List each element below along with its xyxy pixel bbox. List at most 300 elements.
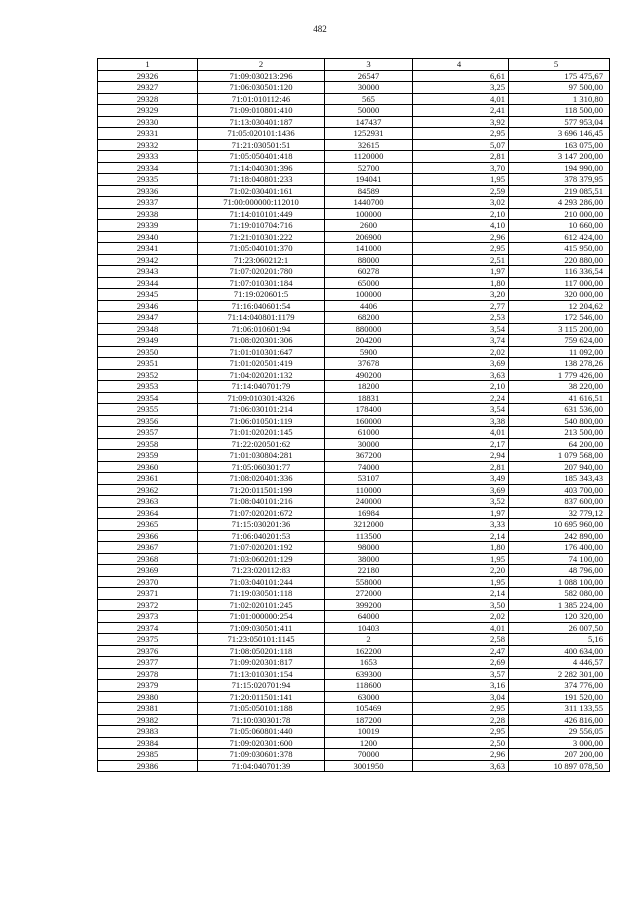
row-number-cell: 29344 bbox=[98, 277, 198, 289]
table-row bbox=[98, 726, 610, 738]
cadastral-number-cell: 71:21:010301:222 bbox=[198, 231, 325, 243]
table-row bbox=[98, 197, 610, 209]
rate-cell: 3,33 bbox=[413, 519, 509, 531]
row-number-cell: 29365 bbox=[98, 519, 198, 531]
table-row bbox=[98, 565, 610, 577]
area-cell: 367200 bbox=[325, 450, 413, 462]
cadastral-number-cell: 71:23:060212:1 bbox=[198, 254, 325, 266]
table-row bbox=[98, 185, 610, 197]
row-number-cell: 29330 bbox=[98, 116, 198, 128]
cadastral-number-cell: 71:08:020401:336 bbox=[198, 473, 325, 485]
cadastral-number-cell: 71:09:010301:4326 bbox=[198, 392, 325, 404]
column-header-3: 3 bbox=[325, 59, 413, 71]
cadastral-number-cell: 71:09:010801:410 bbox=[198, 105, 325, 117]
value-cell: 172 546,00 bbox=[509, 312, 610, 324]
value-cell: 3 696 146,45 bbox=[509, 128, 610, 140]
cadastral-number-cell: 71:14:040801:1179 bbox=[198, 312, 325, 324]
value-cell: 12 204,62 bbox=[509, 300, 610, 312]
table-row bbox=[98, 519, 610, 531]
cadastral-number-cell: 71:06:010501:119 bbox=[198, 415, 325, 427]
area-cell: 18831 bbox=[325, 392, 413, 404]
area-cell: 38000 bbox=[325, 553, 413, 565]
area-cell: 88000 bbox=[325, 254, 413, 266]
table-row bbox=[98, 680, 610, 692]
cadastral-number-cell: 71:09:020301:600 bbox=[198, 737, 325, 749]
row-number-cell: 29359 bbox=[98, 450, 198, 462]
area-cell: 490200 bbox=[325, 369, 413, 381]
table-row bbox=[98, 427, 610, 439]
row-number-cell: 29360 bbox=[98, 461, 198, 473]
area-cell: 30000 bbox=[325, 438, 413, 450]
value-cell: 29 556,05 bbox=[509, 726, 610, 738]
row-number-cell: 29367 bbox=[98, 542, 198, 554]
cadastral-number-cell: 71:15:020701:94 bbox=[198, 680, 325, 692]
table-row bbox=[98, 289, 610, 301]
rate-cell: 1,95 bbox=[413, 576, 509, 588]
row-number-cell: 29326 bbox=[98, 70, 198, 82]
cadastral-number-cell: 71:08:020301:306 bbox=[198, 335, 325, 347]
area-cell: 68200 bbox=[325, 312, 413, 324]
value-cell: 759 624,00 bbox=[509, 335, 610, 347]
rate-cell: 2,77 bbox=[413, 300, 509, 312]
table-row bbox=[98, 611, 610, 623]
table-row bbox=[98, 507, 610, 519]
value-cell: 138 278,26 bbox=[509, 358, 610, 370]
table-row bbox=[98, 208, 610, 220]
rate-cell: 2,10 bbox=[413, 208, 509, 220]
area-cell: 70000 bbox=[325, 749, 413, 761]
cadastral-number-cell: 71:01:030804:281 bbox=[198, 450, 325, 462]
rate-cell: 1,95 bbox=[413, 553, 509, 565]
rate-cell: 4,01 bbox=[413, 427, 509, 439]
cadastral-number-cell: 71:08:040101:216 bbox=[198, 496, 325, 508]
rate-cell: 3,02 bbox=[413, 197, 509, 209]
area-cell: 558000 bbox=[325, 576, 413, 588]
cadastral-number-cell: 71:01:020501:419 bbox=[198, 358, 325, 370]
area-cell: 84589 bbox=[325, 185, 413, 197]
rate-cell: 2,02 bbox=[413, 611, 509, 623]
table-row bbox=[98, 277, 610, 289]
value-cell: 3 000,00 bbox=[509, 737, 610, 749]
table-row bbox=[98, 714, 610, 726]
cadastral-number-cell: 71:18:040801:233 bbox=[198, 174, 325, 186]
table-row bbox=[98, 116, 610, 128]
cadastral-number-cell: 71:02:030401:161 bbox=[198, 185, 325, 197]
table-row bbox=[98, 599, 610, 611]
rate-cell: 3,50 bbox=[413, 599, 509, 611]
column-header-5: 5 bbox=[509, 59, 610, 71]
area-cell: 2 bbox=[325, 634, 413, 646]
cadastral-number-cell: 71:07:020201:192 bbox=[198, 542, 325, 554]
value-cell: 11 092,00 bbox=[509, 346, 610, 358]
rate-cell: 3,04 bbox=[413, 691, 509, 703]
row-number-cell: 29336 bbox=[98, 185, 198, 197]
cadastral-number-cell: 71:22:020501:62 bbox=[198, 438, 325, 450]
row-number-cell: 29338 bbox=[98, 208, 198, 220]
value-cell: 3 115 200,00 bbox=[509, 323, 610, 335]
area-cell: 64000 bbox=[325, 611, 413, 623]
area-cell: 4406 bbox=[325, 300, 413, 312]
value-cell: 631 536,00 bbox=[509, 404, 610, 416]
value-cell: 612 424,00 bbox=[509, 231, 610, 243]
area-cell: 61000 bbox=[325, 427, 413, 439]
area-cell: 37678 bbox=[325, 358, 413, 370]
rate-cell: 3,54 bbox=[413, 404, 509, 416]
row-number-cell: 29364 bbox=[98, 507, 198, 519]
table-row bbox=[98, 128, 610, 140]
area-cell: 194041 bbox=[325, 174, 413, 186]
rate-cell: 3,63 bbox=[413, 369, 509, 381]
area-cell: 10019 bbox=[325, 726, 413, 738]
cadastral-number-cell: 71:23:020112:83 bbox=[198, 565, 325, 577]
value-cell: 10 897 078,50 bbox=[509, 760, 610, 772]
area-cell: 1440700 bbox=[325, 197, 413, 209]
column-header-1: 1 bbox=[98, 59, 198, 71]
row-number-cell: 29349 bbox=[98, 335, 198, 347]
table-row bbox=[98, 312, 610, 324]
rate-cell: 3,74 bbox=[413, 335, 509, 347]
area-cell: 1200 bbox=[325, 737, 413, 749]
area-cell: 5900 bbox=[325, 346, 413, 358]
cadastral-number-cell: 71:15:030201:36 bbox=[198, 519, 325, 531]
cadastral-number-cell: 71:04:020201:132 bbox=[198, 369, 325, 381]
value-cell: 1 385 224,00 bbox=[509, 599, 610, 611]
area-cell: 880000 bbox=[325, 323, 413, 335]
cadastral-number-cell: 71:09:030601:378 bbox=[198, 749, 325, 761]
row-number-cell: 29351 bbox=[98, 358, 198, 370]
table-row bbox=[98, 461, 610, 473]
area-cell: 160000 bbox=[325, 415, 413, 427]
rate-cell: 2,28 bbox=[413, 714, 509, 726]
area-cell: 26547 bbox=[325, 70, 413, 82]
rate-cell: 3,92 bbox=[413, 116, 509, 128]
cadastral-number-cell: 71:05:020101:1436 bbox=[198, 128, 325, 140]
table-row bbox=[98, 634, 610, 646]
area-cell: 147437 bbox=[325, 116, 413, 128]
cadastral-number-cell: 71:07:010301:184 bbox=[198, 277, 325, 289]
table-row bbox=[98, 162, 610, 174]
area-cell: 1120000 bbox=[325, 151, 413, 163]
table-row bbox=[98, 691, 610, 703]
value-cell: 116 336,54 bbox=[509, 266, 610, 278]
row-number-cell: 29341 bbox=[98, 243, 198, 255]
row-number-cell: 29358 bbox=[98, 438, 198, 450]
row-number-cell: 29382 bbox=[98, 714, 198, 726]
value-cell: 1 310,80 bbox=[509, 93, 610, 105]
cadastral-number-cell: 71:06:030101:214 bbox=[198, 404, 325, 416]
value-cell: 582 080,00 bbox=[509, 588, 610, 600]
row-number-cell: 29327 bbox=[98, 82, 198, 94]
rate-cell: 4,01 bbox=[413, 622, 509, 634]
value-cell: 41 616,51 bbox=[509, 392, 610, 404]
row-number-cell: 29375 bbox=[98, 634, 198, 646]
rate-cell: 5,07 bbox=[413, 139, 509, 151]
row-number-cell: 29380 bbox=[98, 691, 198, 703]
cadastral-number-cell: 71:20:011501:199 bbox=[198, 484, 325, 496]
row-number-cell: 29346 bbox=[98, 300, 198, 312]
row-number-cell: 29350 bbox=[98, 346, 198, 358]
value-cell: 540 800,00 bbox=[509, 415, 610, 427]
row-number-cell: 29384 bbox=[98, 737, 198, 749]
rate-cell: 2,69 bbox=[413, 657, 509, 669]
rate-cell: 2,95 bbox=[413, 243, 509, 255]
area-cell: 565 bbox=[325, 93, 413, 105]
rate-cell: 2,96 bbox=[413, 749, 509, 761]
rate-cell: 2,10 bbox=[413, 381, 509, 393]
value-cell: 242 890,00 bbox=[509, 530, 610, 542]
row-number-cell: 29368 bbox=[98, 553, 198, 565]
rate-cell: 6,61 bbox=[413, 70, 509, 82]
rate-cell: 2,53 bbox=[413, 312, 509, 324]
value-cell: 194 990,00 bbox=[509, 162, 610, 174]
row-number-cell: 29385 bbox=[98, 749, 198, 761]
page-number: 482 bbox=[313, 24, 327, 34]
value-cell: 207 940,00 bbox=[509, 461, 610, 473]
row-number-cell: 29371 bbox=[98, 588, 198, 600]
table-row bbox=[98, 542, 610, 554]
cadastral-number-cell: 71:06:010601:94 bbox=[198, 323, 325, 335]
area-cell: 204200 bbox=[325, 335, 413, 347]
value-cell: 1 088 100,00 bbox=[509, 576, 610, 588]
value-cell: 118 500,00 bbox=[509, 105, 610, 117]
value-cell: 10 695 960,00 bbox=[509, 519, 610, 531]
value-cell: 320 000,00 bbox=[509, 289, 610, 301]
rate-cell: 2,50 bbox=[413, 737, 509, 749]
area-cell: 105469 bbox=[325, 703, 413, 715]
cadastral-number-cell: 71:09:020301:817 bbox=[198, 657, 325, 669]
table-row bbox=[98, 105, 610, 117]
cadastral-number-cell: 71:01:020201:145 bbox=[198, 427, 325, 439]
cadastral-number-cell: 71:05:060801:440 bbox=[198, 726, 325, 738]
area-cell: 16984 bbox=[325, 507, 413, 519]
table-row bbox=[98, 266, 610, 278]
area-cell: 3212000 bbox=[325, 519, 413, 531]
value-cell: 120 320,00 bbox=[509, 611, 610, 623]
rate-cell: 3,52 bbox=[413, 496, 509, 508]
value-cell: 97 500,00 bbox=[509, 82, 610, 94]
row-number-cell: 29378 bbox=[98, 668, 198, 680]
table-row bbox=[98, 657, 610, 669]
value-cell: 176 400,00 bbox=[509, 542, 610, 554]
rate-cell: 3,38 bbox=[413, 415, 509, 427]
area-cell: 187200 bbox=[325, 714, 413, 726]
area-cell: 639300 bbox=[325, 668, 413, 680]
area-cell: 272000 bbox=[325, 588, 413, 600]
area-cell: 3001950 bbox=[325, 760, 413, 772]
row-number-cell: 29379 bbox=[98, 680, 198, 692]
row-number-cell: 29334 bbox=[98, 162, 198, 174]
row-number-cell: 29355 bbox=[98, 404, 198, 416]
value-cell: 117 000,00 bbox=[509, 277, 610, 289]
area-cell: 1252931 bbox=[325, 128, 413, 140]
row-number-cell: 29348 bbox=[98, 323, 198, 335]
cadastral-number-cell: 71:01:000000:254 bbox=[198, 611, 325, 623]
area-cell: 113500 bbox=[325, 530, 413, 542]
value-cell: 219 085,51 bbox=[509, 185, 610, 197]
rate-cell: 1,97 bbox=[413, 266, 509, 278]
row-number-cell: 29386 bbox=[98, 760, 198, 772]
area-cell: 32615 bbox=[325, 139, 413, 151]
row-number-cell: 29345 bbox=[98, 289, 198, 301]
rate-cell: 3,63 bbox=[413, 760, 509, 772]
value-cell: 415 950,00 bbox=[509, 243, 610, 255]
row-number-cell: 29357 bbox=[98, 427, 198, 439]
cadastral-number-cell: 71:14:010101:449 bbox=[198, 208, 325, 220]
row-number-cell: 29369 bbox=[98, 565, 198, 577]
rate-cell: 2,14 bbox=[413, 530, 509, 542]
value-cell: 426 816,00 bbox=[509, 714, 610, 726]
cadastral-number-cell: 71:05:040101:370 bbox=[198, 243, 325, 255]
cadastral-number-cell: 71:19:010704:716 bbox=[198, 220, 325, 232]
rate-cell: 3,20 bbox=[413, 289, 509, 301]
cadastral-register-table bbox=[97, 58, 610, 772]
table-row bbox=[98, 622, 610, 634]
area-cell: 52700 bbox=[325, 162, 413, 174]
rate-cell: 2,95 bbox=[413, 703, 509, 715]
table-row bbox=[98, 392, 610, 404]
table-row bbox=[98, 484, 610, 496]
cadastral-number-cell: 71:02:020101:245 bbox=[198, 599, 325, 611]
row-number-cell: 29347 bbox=[98, 312, 198, 324]
row-number-cell: 29328 bbox=[98, 93, 198, 105]
row-number-cell: 29353 bbox=[98, 381, 198, 393]
value-cell: 10 660,00 bbox=[509, 220, 610, 232]
table-row bbox=[98, 254, 610, 266]
rate-cell: 3,70 bbox=[413, 162, 509, 174]
row-number-cell: 29373 bbox=[98, 611, 198, 623]
area-cell: 30000 bbox=[325, 82, 413, 94]
row-number-cell: 29363 bbox=[98, 496, 198, 508]
area-cell: 399200 bbox=[325, 599, 413, 611]
cadastral-number-cell: 71:05:060301:77 bbox=[198, 461, 325, 473]
area-cell: 240000 bbox=[325, 496, 413, 508]
table-row bbox=[98, 496, 610, 508]
area-cell: 18200 bbox=[325, 381, 413, 393]
area-cell: 98000 bbox=[325, 542, 413, 554]
table-row bbox=[98, 668, 610, 680]
area-cell: 141000 bbox=[325, 243, 413, 255]
rate-cell: 2,58 bbox=[413, 634, 509, 646]
column-header-4: 4 bbox=[413, 59, 509, 71]
table-row bbox=[98, 450, 610, 462]
value-cell: 220 880,00 bbox=[509, 254, 610, 266]
row-number-cell: 29356 bbox=[98, 415, 198, 427]
table-row bbox=[98, 335, 610, 347]
rate-cell: 2,51 bbox=[413, 254, 509, 266]
rate-cell: 2,47 bbox=[413, 645, 509, 657]
cadastral-number-cell: 71:07:020201:672 bbox=[198, 507, 325, 519]
cadastral-number-cell: 71:09:030213:296 bbox=[198, 70, 325, 82]
rate-cell: 3,57 bbox=[413, 668, 509, 680]
row-number-cell: 29376 bbox=[98, 645, 198, 657]
area-cell: 206900 bbox=[325, 231, 413, 243]
rate-cell: 3,54 bbox=[413, 323, 509, 335]
cadastral-number-cell: 71:05:050101:188 bbox=[198, 703, 325, 715]
row-number-cell: 29352 bbox=[98, 369, 198, 381]
table-row bbox=[98, 243, 610, 255]
value-cell: 311 133,55 bbox=[509, 703, 610, 715]
value-cell: 26 007,50 bbox=[509, 622, 610, 634]
row-number-cell: 29374 bbox=[98, 622, 198, 634]
table-row bbox=[98, 70, 610, 82]
rate-cell: 3,69 bbox=[413, 358, 509, 370]
rate-cell: 3,49 bbox=[413, 473, 509, 485]
cadastral-number-cell: 71:19:030501:118 bbox=[198, 588, 325, 600]
area-cell: 110000 bbox=[325, 484, 413, 496]
rate-cell: 1,80 bbox=[413, 277, 509, 289]
table-body bbox=[98, 70, 610, 772]
row-number-cell: 29335 bbox=[98, 174, 198, 186]
rate-cell: 2,20 bbox=[413, 565, 509, 577]
row-number-cell: 29354 bbox=[98, 392, 198, 404]
table-row bbox=[98, 438, 610, 450]
rate-cell: 2,17 bbox=[413, 438, 509, 450]
value-cell: 207 200,00 bbox=[509, 749, 610, 761]
row-number-cell: 29381 bbox=[98, 703, 198, 715]
table-row bbox=[98, 300, 610, 312]
table-row bbox=[98, 381, 610, 393]
area-cell: 60278 bbox=[325, 266, 413, 278]
table-row bbox=[98, 82, 610, 94]
rate-cell: 2,81 bbox=[413, 461, 509, 473]
cadastral-number-cell: 71:14:040301:396 bbox=[198, 162, 325, 174]
row-number-cell: 29337 bbox=[98, 197, 198, 209]
value-cell: 5,16 bbox=[509, 634, 610, 646]
rate-cell: 2,81 bbox=[413, 151, 509, 163]
table-row bbox=[98, 749, 610, 761]
table-row bbox=[98, 737, 610, 749]
cadastral-number-cell: 71:01:010112:46 bbox=[198, 93, 325, 105]
cadastral-number-cell: 71:10:030301:78 bbox=[198, 714, 325, 726]
row-number-cell: 29372 bbox=[98, 599, 198, 611]
rate-cell: 1,97 bbox=[413, 507, 509, 519]
table-row bbox=[98, 369, 610, 381]
table-header-row bbox=[98, 59, 610, 71]
rate-cell: 2,41 bbox=[413, 105, 509, 117]
table-row bbox=[98, 358, 610, 370]
row-number-cell: 29361 bbox=[98, 473, 198, 485]
value-cell: 1 779 426,00 bbox=[509, 369, 610, 381]
row-number-cell: 29331 bbox=[98, 128, 198, 140]
value-cell: 4 293 286,00 bbox=[509, 197, 610, 209]
cadastral-number-cell: 71:00:000000:112010 bbox=[198, 197, 325, 209]
area-cell: 178400 bbox=[325, 404, 413, 416]
cadastral-number-cell: 71:03:040101:244 bbox=[198, 576, 325, 588]
value-cell: 210 000,00 bbox=[509, 208, 610, 220]
rate-cell: 2,96 bbox=[413, 231, 509, 243]
value-cell: 191 520,00 bbox=[509, 691, 610, 703]
row-number-cell: 29383 bbox=[98, 726, 198, 738]
rate-cell: 2,59 bbox=[413, 185, 509, 197]
value-cell: 163 075,00 bbox=[509, 139, 610, 151]
row-number-cell: 29332 bbox=[98, 139, 198, 151]
rate-cell: 2,02 bbox=[413, 346, 509, 358]
value-cell: 213 500,00 bbox=[509, 427, 610, 439]
rate-cell: 2,24 bbox=[413, 392, 509, 404]
cadastral-number-cell: 71:01:010301:647 bbox=[198, 346, 325, 358]
value-cell: 74 100,00 bbox=[509, 553, 610, 565]
table-row bbox=[98, 404, 610, 416]
cadastral-number-cell: 71:16:040601:54 bbox=[198, 300, 325, 312]
table-row bbox=[98, 93, 610, 105]
value-cell: 32 779,12 bbox=[509, 507, 610, 519]
rate-cell: 2,95 bbox=[413, 726, 509, 738]
value-cell: 403 700,00 bbox=[509, 484, 610, 496]
value-cell: 185 343,43 bbox=[509, 473, 610, 485]
table-row bbox=[98, 151, 610, 163]
rate-cell: 1,95 bbox=[413, 174, 509, 186]
column-header-2: 2 bbox=[198, 59, 325, 71]
